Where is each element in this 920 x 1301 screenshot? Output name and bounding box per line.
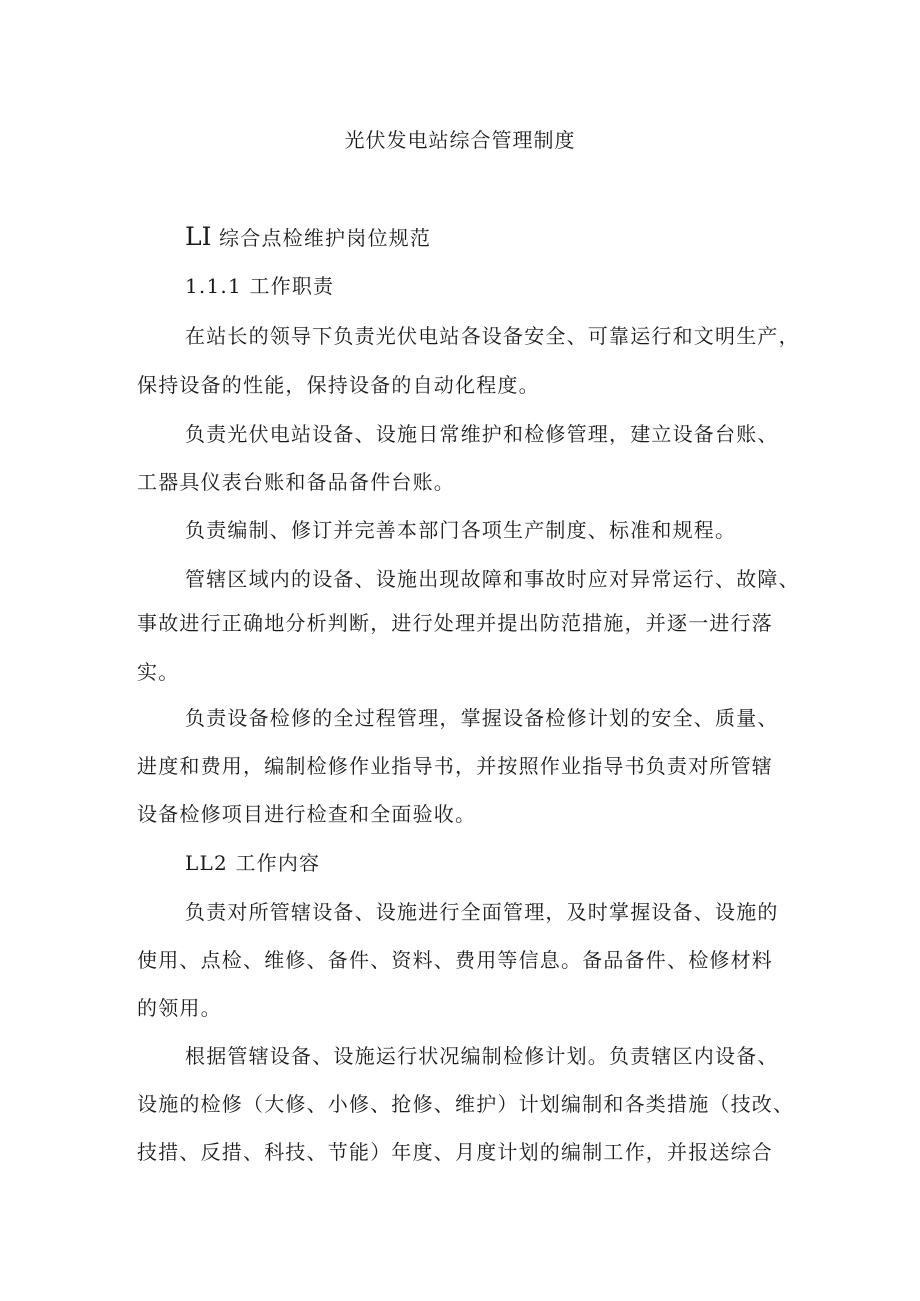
paragraph-line: 设施的检修（大修、小修、抢修、维护）计划编制和各类措施（技改、: [137, 1092, 795, 1116]
paragraph-line: 根据管辖设备、设施运行状况编制检修计划。负责辖区内设备、: [185, 1044, 779, 1068]
paragraph-line: 事故进行正确地分析判断，进行处理并提出防范措施，并逐一进行落: [137, 611, 773, 635]
paragraph-line: 使用、点检、维修、备件、资料、费用等信息。备品备件、检修材料: [137, 948, 773, 972]
paragraph-line: 负责编制、修订并完善本部门各项生产制度、标准和规程。: [185, 518, 737, 542]
paragraph-line: 设备检修项目进行检查和全面验收。: [137, 802, 477, 826]
paragraph-line: 实。: [137, 660, 180, 684]
paragraph-line: 保持设备的性能，保持设备的自动化程度。: [137, 373, 540, 397]
document-title: 光伏发电站综合管理制度: [344, 128, 576, 152]
paragraph-line: 技措、反措、科技、节能）年度、月度计划的编制工作，并报送综合: [137, 1140, 773, 1164]
section-number: LI: [185, 222, 212, 251]
paragraph-line: 负责对所管辖设备、设施进行全面管理，及时掌握设备、设施的: [185, 900, 779, 924]
section-heading: [185, 222, 845, 251]
paragraph-line: 工器具仪表台账和备品备件台账。: [137, 470, 455, 494]
subsection-heading: LL2 工作内容: [185, 851, 321, 875]
paragraph-line: 管辖区域内的设备、设施出现故障和事故时应对异常运行、故障、: [185, 567, 800, 591]
paragraph-line: 在站长的领导下负责光伏电站各设备安全、可靠运行和文明生产，: [185, 324, 800, 348]
subsection-heading: 1.1.1 工作职责: [185, 274, 335, 298]
section-title: 综合点检维护岗位规范: [219, 226, 432, 250]
paragraph-line: 负责光伏电站设备、设施日常维护和检修管理，建立设备台账、: [185, 422, 779, 446]
paragraph-line: 负责设备检修的全过程管理，掌握设备检修计划的安全、质量、: [185, 706, 779, 730]
paragraph-line: 的领用。: [137, 996, 222, 1020]
paragraph-line: 进度和费用，编制检修作业指导书，并按照作业指导书负责对所管辖: [137, 754, 773, 778]
